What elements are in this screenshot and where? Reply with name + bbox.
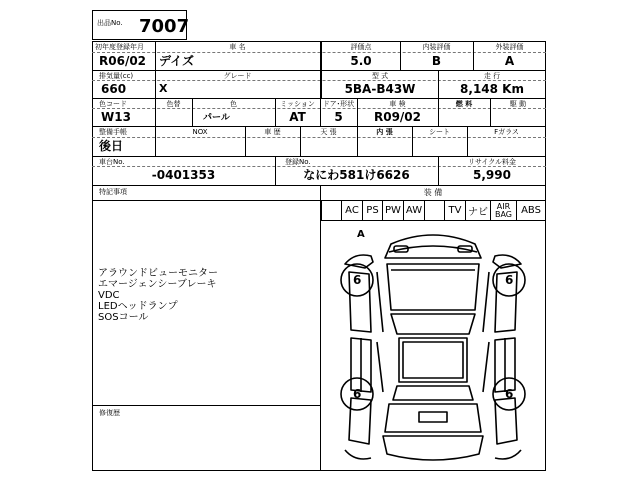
transmission-label: ミッション [280, 100, 315, 108]
tire-front-left: 6 [353, 273, 362, 287]
color: パール [203, 113, 230, 123]
repair-history-label: 修復歴 [99, 409, 120, 417]
car-name: デイズ [159, 54, 195, 68]
chassis-number: -0401353 [151, 168, 216, 182]
equipment-ac: AC [341, 200, 363, 221]
displacement: 660 [101, 82, 127, 96]
lot-number-label: 出品No. [97, 19, 123, 27]
equipment-slot-empty [321, 200, 342, 221]
lot-number: 7007 [139, 16, 190, 37]
equipment-label: 装 備 [423, 188, 443, 197]
color-change-label: 色替 [166, 100, 181, 108]
car-damage-diagram [321, 222, 546, 470]
color-code-label: 色コード [99, 100, 127, 108]
ceiling-label: 天 張 [320, 128, 337, 136]
mileage-label: 走 行 [483, 72, 501, 80]
grade-label: グレード [223, 72, 252, 80]
remark-line: VDC [98, 290, 120, 301]
recycle-label: リサイクル料金 [467, 158, 517, 166]
remarks-list [98, 268, 218, 323]
remarks-label: 特記事項 [99, 188, 127, 196]
manual-label: 整備手帳 [99, 128, 127, 136]
doors-label: ドア･形状 [322, 100, 355, 108]
equipment-aw: AW [403, 200, 425, 221]
inspection-label: 車 検 [389, 100, 406, 108]
remark-line: アラウンドビューモニター [98, 268, 218, 279]
grade: X [159, 82, 168, 95]
mileage: 8,148 Km [460, 82, 524, 96]
drive-label: 駆 動 [509, 100, 527, 108]
exterior-grade-label: 外装評価 [495, 43, 524, 51]
equipment-ps: PS [362, 200, 383, 221]
score-label: 評価点 [350, 43, 372, 51]
tire-front-right: 6 [505, 273, 514, 287]
remark-line: エマージェンシーブレーキ [98, 279, 217, 290]
remark-line: SOSコール [98, 312, 149, 323]
history-label: 車 歴 [264, 128, 281, 136]
equipment-airbag: AIR BAG [490, 200, 517, 221]
equipment-slot-empty [424, 200, 445, 221]
interior-lining-label: 内 張 [376, 128, 393, 136]
nox-label: NOX [192, 128, 208, 136]
color-label: 色 [230, 100, 237, 108]
equipment-abs: ABS [516, 200, 546, 221]
transmission: AT [289, 110, 306, 124]
tire-rear-right: 6 [505, 387, 514, 401]
first-registration: R06/02 [99, 54, 147, 68]
lot-number-box [92, 10, 190, 40]
car-name-label: 車 名 [229, 43, 246, 51]
seat-label: シート [429, 128, 450, 136]
plate-label: 登録No. [285, 158, 311, 166]
glass-label: Fガラス [494, 128, 519, 136]
diagram-marker: A [357, 229, 365, 240]
exterior-grade: A [504, 54, 515, 68]
equipment-pw: PW [382, 200, 404, 221]
interior-grade-label: 内装評価 [422, 43, 451, 51]
chassis-label: 車台No. [99, 158, 125, 166]
remark-line: LEDヘッドランプ [98, 301, 178, 312]
displacement-label: 排気量(cc) [99, 72, 134, 80]
model-code: 5BA-B43W [344, 82, 416, 96]
fuel-label: 燃 料 [455, 100, 473, 108]
tire-rear-left: 6 [353, 387, 362, 401]
evaluation-score: 5.0 [350, 54, 372, 68]
model-label: 型 式 [371, 72, 389, 80]
equipment-tv: TV [444, 200, 466, 221]
interior-grade: B [431, 54, 442, 68]
recycle-fee: 5,990 [473, 168, 511, 182]
registration-number: なにわ581け6626 [303, 168, 410, 182]
year-label: 初年度登録年月 [95, 43, 144, 51]
doors: 5 [334, 110, 343, 124]
inspection-expiry: R09/02 [373, 110, 422, 124]
color-code: W13 [101, 110, 131, 124]
maintenance-manual: 後日 [99, 139, 124, 153]
equipment-navi: ナビ [465, 200, 491, 221]
